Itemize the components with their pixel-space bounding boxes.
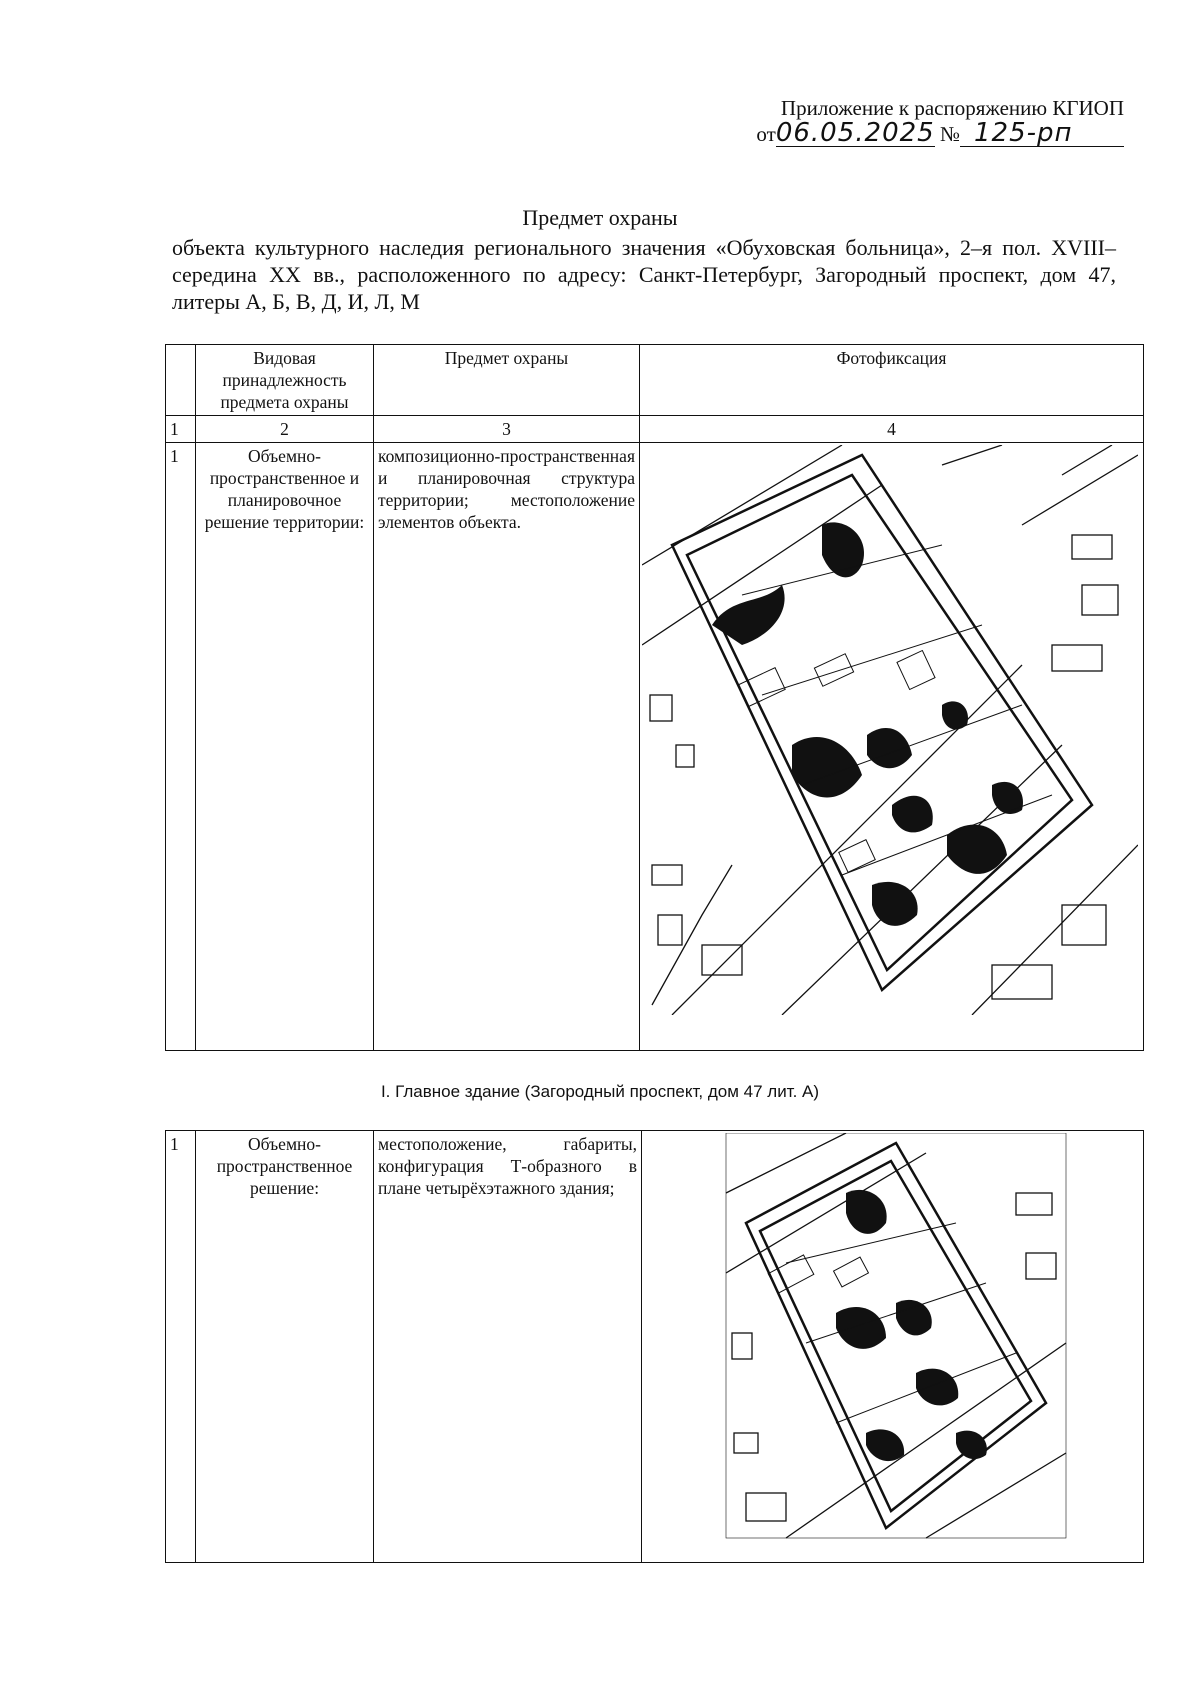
protection-table-territory: [165, 344, 1144, 1051]
photo-cell: [640, 443, 1144, 1051]
table-header-row: [166, 345, 1144, 416]
row-type: Объемно-пространственное решение:: [196, 1131, 374, 1563]
header-photo: Фотофиксация: [640, 345, 1144, 416]
row-number: 1: [166, 1131, 196, 1563]
site-plan-map: [642, 445, 1138, 1015]
order-date-number: [756, 120, 1124, 147]
protection-table-main-building: [165, 1130, 1144, 1563]
document-title: Предмет охраны: [522, 205, 678, 230]
row-subject: композиционно-пространственная и планировочная структура территории; местоположение элементов объекта.: [374, 443, 640, 1051]
building-plan-map: [642, 1133, 1142, 1543]
header-type: Видовая принадлежность предмета охраны: [196, 345, 374, 416]
document-subtitle: объекта культурного наследия регионального значения «Обуховская больница», 2–я пол. XVIII–середина XX вв., расположенного по адресу: Санкт-Петербург, Загородный проспект, дом 47, литеры А, Б, В, Д, И, Л, М: [172, 235, 1116, 314]
date-prefix: от: [756, 122, 776, 146]
col-number: 1: [166, 416, 196, 443]
number-sign: №: [939, 122, 960, 146]
table-row: [166, 1131, 1144, 1563]
table-row: [166, 443, 1144, 1051]
order-date: 06.05.2025: [775, 118, 935, 148]
col-number: 2: [196, 416, 374, 443]
header-subject: Предмет охраны: [374, 345, 640, 416]
order-number: 125-рп: [960, 120, 1124, 147]
row-number: 1: [166, 443, 196, 1051]
row-subject: местоположение, габариты, конфигурация Т-образного в плане четырёхэтажного здания;: [374, 1131, 642, 1563]
col-number: 3: [374, 416, 640, 443]
appendix-label: Приложение к распоряжению КГИОП: [780, 96, 1124, 120]
section-heading: I. Главное здание (Загородный проспект, дом 47 лит. А): [380, 1082, 820, 1101]
col-number: 4: [640, 416, 1144, 443]
photo-cell: [642, 1131, 1144, 1563]
row-type: Объемно-пространственное и планировочное решение территории:: [196, 443, 374, 1051]
column-number-row: [166, 416, 1144, 443]
header-num: [166, 345, 196, 416]
